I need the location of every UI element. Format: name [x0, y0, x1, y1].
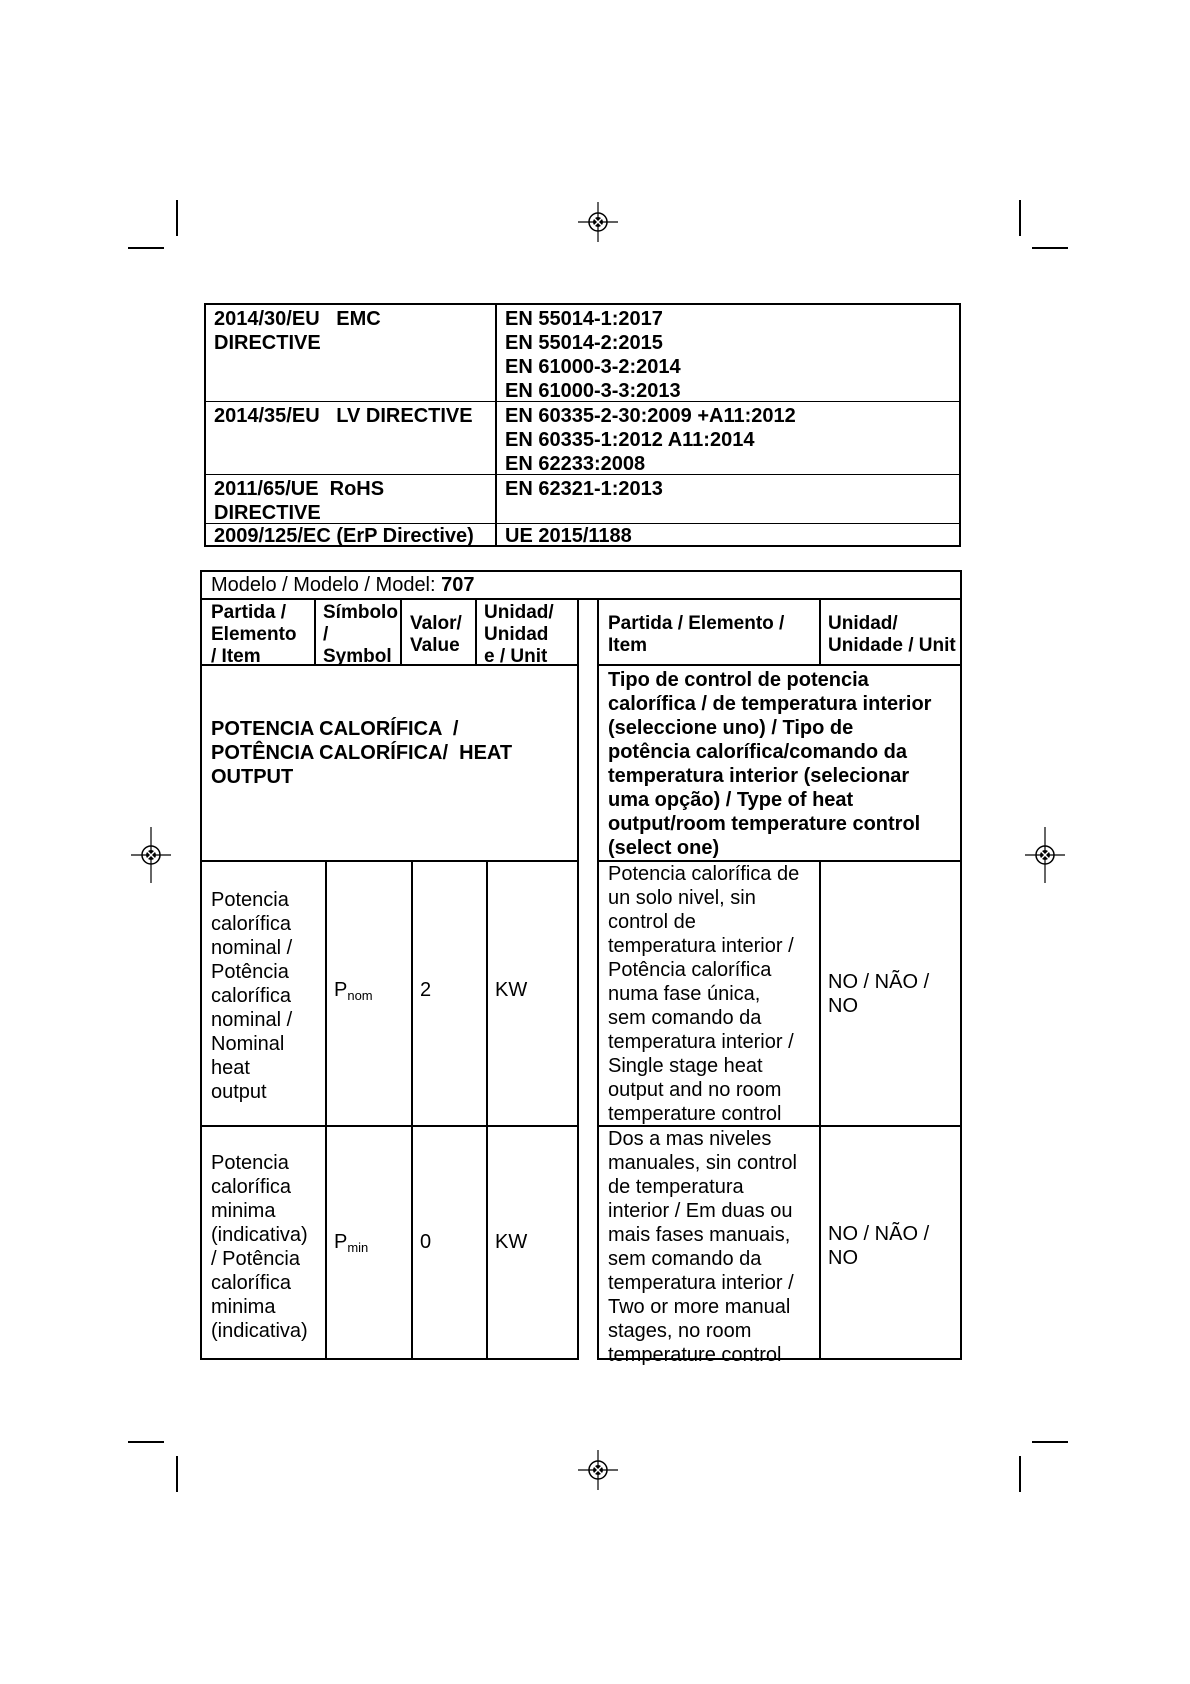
directive-standards: [505, 307, 681, 403]
model-label: Modelo / Modelo / Model:: [211, 574, 442, 596]
section-heat-output: POTENCIA CALORÍFICA / POTÊNCIA CALORÍFICA/ HEAT OUTPUT: [211, 718, 513, 788]
standard: EN 60335-2-30:2009 +A11:2012: [505, 405, 796, 427]
crop-mark: [176, 200, 178, 236]
row-right-unit: NO / NÃO / NO: [828, 971, 930, 1017]
row-value: 2: [420, 979, 432, 1001]
row-right-unit: NO / NÃO / NO: [828, 1223, 930, 1269]
directive-standards: [505, 404, 796, 476]
registration-mark-icon: [1025, 827, 1065, 883]
registration-mark-icon: [131, 827, 171, 883]
symbol-subscript: min: [347, 1240, 369, 1255]
directive-standards: [505, 477, 663, 501]
registration-mark-icon: [578, 1450, 618, 1490]
row-symbol: [334, 978, 373, 1008]
header-unit: Unidad/ Unidad e / Unit: [484, 602, 554, 667]
crop-mark: [1032, 247, 1068, 249]
header-right-item: Partida / Elemento / Item: [608, 613, 785, 656]
crop-mark: [1032, 1441, 1068, 1443]
symbol-letter: P: [334, 979, 348, 1001]
standard: EN 62233:2008: [505, 453, 646, 475]
header-value: Valor/ Value: [410, 613, 462, 656]
standard: EN 61000-3-3:2013: [505, 380, 681, 402]
row-item: Potencia calorífica nominal / Potência calorífica nominal / Nominal heat output: [211, 889, 293, 1103]
standard: UE 2015/1188: [505, 525, 632, 547]
row-right-item: Potencia calorífica de un solo nivel, sin control de temperatura interior / Potência calorífica numa fase única, sem comando da temperatura interior / Single stage heat output and no room temperature control: [608, 863, 800, 1125]
row-value: 0: [420, 1231, 432, 1253]
erp-table: [200, 570, 961, 1366]
column-divider: [495, 305, 497, 545]
standard: EN 62321-1:2013: [505, 478, 663, 500]
symbol-subscript: nom: [347, 988, 373, 1003]
directive-name: 2014/30/EU EMC DIRECTIVE: [214, 308, 381, 354]
directive-row: [206, 305, 959, 402]
directive-standards: [505, 524, 632, 548]
header-symbol: Símbolo / Symbol: [323, 602, 398, 667]
registration-mark-icon: [578, 202, 618, 242]
standard: EN 61000-3-2:2014: [505, 356, 681, 378]
section-control-type: Tipo de control de potencia calorífica / de temperatura interior (seleccione uno) / Tipo de potência calorífica/comando da temperatura interior (selecionar uma opção) / Type of heat output/room temperature control (select one): [608, 669, 932, 859]
header-right-unit: Unidad/ Unidade / Unit: [828, 613, 956, 656]
directive-row: [206, 524, 959, 547]
standard: EN 55014-2:2015: [505, 332, 663, 354]
directive-name: 2014/35/EU LV DIRECTIVE: [214, 405, 473, 427]
crop-mark: [1019, 200, 1021, 236]
row-unit: KW: [495, 1231, 528, 1253]
model-number: 707: [441, 574, 475, 596]
model-line: [211, 573, 475, 597]
row-item: Potencia calorífica minima (indicativa) / Potência calorífica minima (indicativa): [211, 1152, 308, 1342]
crop-mark: [128, 247, 164, 249]
crop-mark: [128, 1441, 164, 1443]
row-symbol: [334, 1230, 368, 1260]
row-right-item: Dos a mas niveles manuales, sin control de temperatura interior / Em duas ou mais fases manuais, sem comando da temperatura interior / Two or more manual stages, no room temperature control: [608, 1128, 797, 1366]
directive-row: [206, 402, 959, 475]
standard: EN 55014-1:2017: [505, 308, 663, 330]
crop-mark: [176, 1456, 178, 1492]
row-unit: KW: [495, 979, 528, 1001]
directives-table: [204, 303, 961, 547]
directive-name: 2011/65/UE RoHS DIRECTIVE: [214, 478, 385, 524]
standard: EN 60335-1:2012 A11:2014: [505, 429, 755, 451]
header-item: Partida / Elemento / Item: [211, 602, 297, 667]
directive-row: [206, 475, 959, 524]
symbol-letter: P: [334, 1231, 348, 1253]
crop-mark: [1019, 1456, 1021, 1492]
directive-name: 2009/125/EC (ErP Directive): [214, 525, 474, 547]
